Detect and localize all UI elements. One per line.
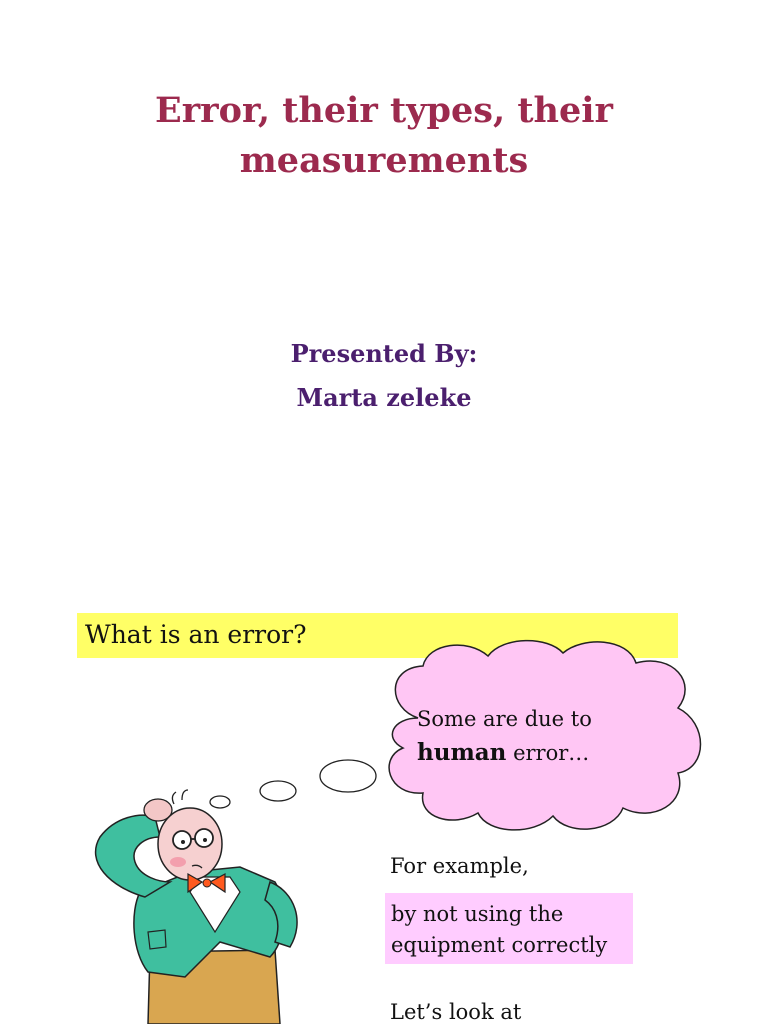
presented-by-label: Presented By: (290, 339, 478, 368)
example-box-text: by not using the equipment correctly (391, 902, 608, 957)
cloud-line-1: Some are due to (417, 707, 592, 731)
presenter-name: Marta zeleke (296, 383, 472, 412)
cloud-text (417, 702, 647, 770)
title-line-2: measurements (239, 140, 529, 181)
confused-man-illustration-icon (70, 782, 320, 1024)
slide-title (0, 86, 768, 186)
follow-up-text: Let’s look at (390, 1000, 522, 1024)
cloud-rest: error… (506, 741, 590, 765)
question-text: What is an error? (85, 620, 307, 649)
cloud-line-2 (417, 736, 647, 770)
cloud-bold-word: human (417, 739, 507, 766)
title-line-1: Error, their types, their (155, 90, 613, 131)
example-box (385, 893, 633, 964)
example-intro: For example, (390, 854, 529, 878)
presenter-block (0, 332, 768, 420)
